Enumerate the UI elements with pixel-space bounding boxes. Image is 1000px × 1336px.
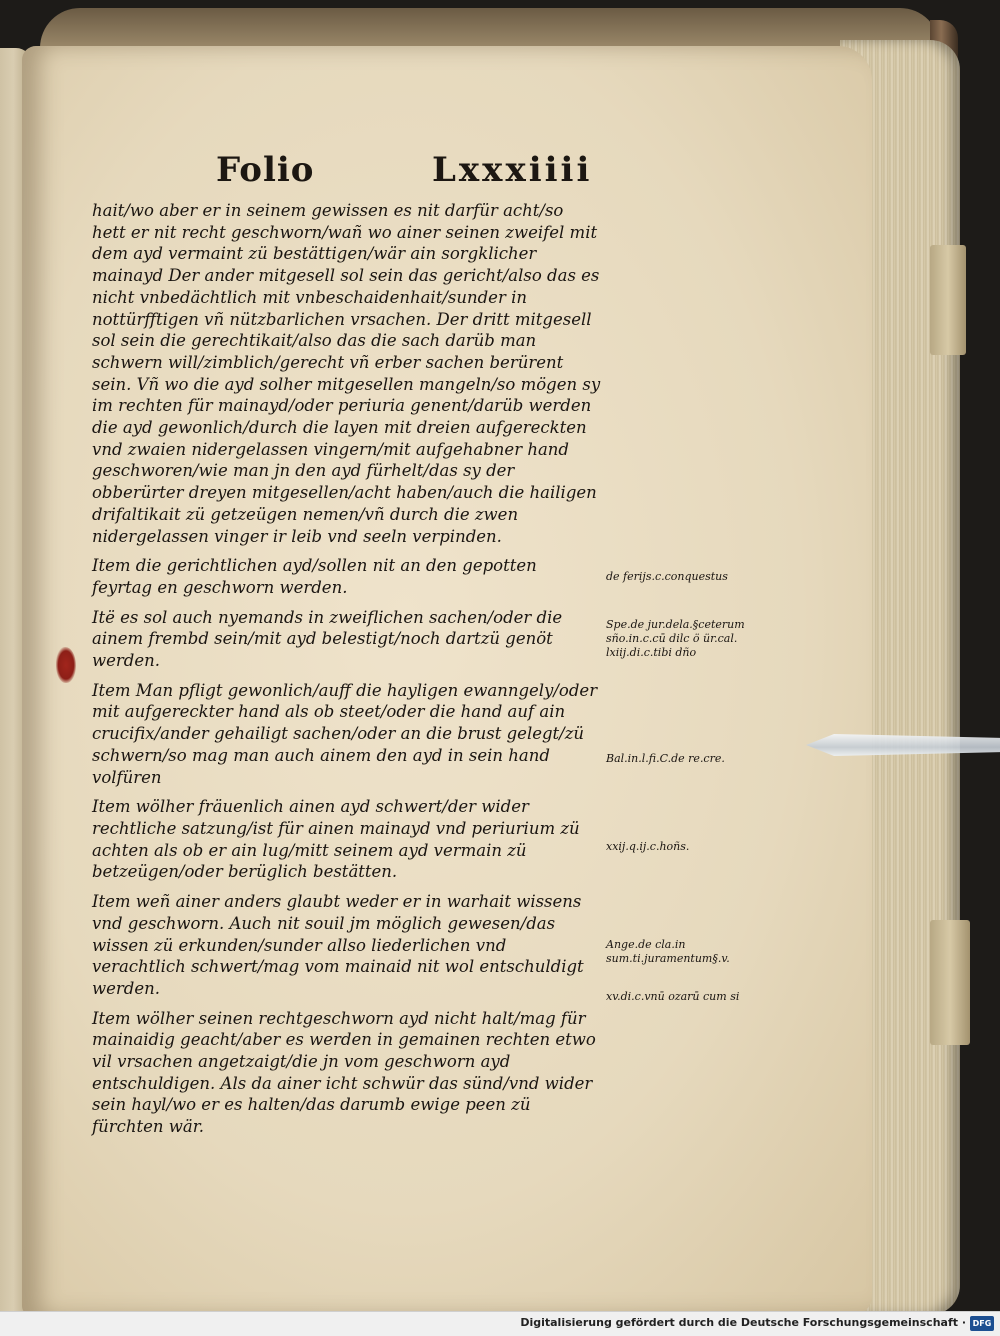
main-text-column [92, 200, 602, 1138]
page-header [0, 150, 1000, 196]
pointer-pin [806, 734, 1000, 756]
index-tab [930, 920, 970, 1045]
index-tab [930, 245, 966, 355]
footer-bar [0, 1311, 1000, 1336]
folio-number: Lxxxiiii [432, 150, 593, 190]
dfg-logo-icon: DFG [970, 1316, 994, 1331]
paragraph: Itë es sol auch nyemands in zweiflichen sachen/oder die ainem frembd sein/mit ayd belestigt/noch dartzü genöt werden. [92, 607, 563, 671]
margin-note: xxij.q.ij.c.hoñs. [606, 840, 690, 853]
footer-credit: Digitalisierung gefördert durch die Deutsche Forschungsgemeinschaft · [520, 1316, 966, 1329]
margin-note: Bal.in.l.fi.C.de re.cre. [606, 752, 725, 765]
paragraph: Item wölher seinen rechtgeschworn ayd nicht halt/mag für mainaidig geacht/aber es werden in gemainen rechten etwo vil vrsachen angetzaigt/die jn vom geschworn ayd entschuldigen. Als da ainer icht schwür das sünd/vnd wider sein hayl/wo er es halten/das darumb ewige peen zü fürchten wär. [92, 1008, 596, 1137]
margin-note: Spe.de jur.dela.§ceterum sño.in.c.cū dilc ö ür.cal. lxiij.di.c.tibi dño [606, 618, 745, 659]
paragraph: Item weñ ainer anders glaubt weder er in warhait wissens vnd geschworn. Auch nit souil jm möglich gewesen/das wissen zü erkunden/sunder allso liederlichen vnd verachtlich schwert/mag vom mainaid nit wol entschuldigt werden. [92, 892, 584, 998]
margin-note: de ferijs.c.conquestus [606, 570, 728, 583]
folio-label: Folio [216, 150, 315, 190]
paragraph: Item Man pfligt gewonlich/auff die hayligen ewanngely/oder mit aufgereckter hand als ob steet/oder die hand auf ain crucifix/ander gehailigt sachen/oder an die brust gelegt/zü schwern/so mag man auch ainem den ayd in sein hand volfüren [92, 680, 598, 787]
margin-note: xv.di.c.vnū ozarū cum si [606, 990, 740, 1003]
margin-note: Ange.de cla.in sum.ti.juramentum§.v. [606, 938, 730, 965]
paragraph: Item die gerichtlichen ayd/sollen nit an den gepotten feyrtag en geschworn werden. [92, 556, 537, 597]
paragraph: Item wölher fräuenlich ainen ayd schwert/der wider rechtliche satzung/ist für ainen mainayd vnd periurium zü achten als ob er ain lug/mitt seinem ayd vermain zü betzeügen/oder berüglich bestätten. [92, 797, 580, 882]
paragraph: hait/wo aber er in seinem gewissen es nit darfür acht/so hett er nit recht geschworn/wañ wo ainer seinen zweifel mit dem ayd vermaint zü bestättigen/wär ain sorgklicher mainayd Der ander mitgesell sol sein das gericht/also das es nicht vnbedächtlich mit vnbeschaidenhait/sunder in nottürfftigen vñ nützbarlichen vrsachen. Der dritt mitgesell sol sein die gerechtikait/also das die sach darüb man schwern will/zimblich/gerecht vñ erber sachen berürent sein. Vñ wo die ayd solher mitgesellen mangeln/so mögen sy im rechten für mainayd/oder periuria genent/darüb werden die ayd gewonlich/durch die layen mit dreien aufgereckten vnd zwaien nidergelassen vingern/mit aufgehabner hand geschworen/wie man jn den ayd fürhelt/das sy der obberürter dreyen mitgesellen/acht haben/auch die hailigen drifaltikait zü getzeügen nemen/vñ durch die zwen nidergelassen vinger ir leib vnd seeln verpinden. [92, 201, 601, 546]
red-ink-stain [56, 647, 76, 683]
